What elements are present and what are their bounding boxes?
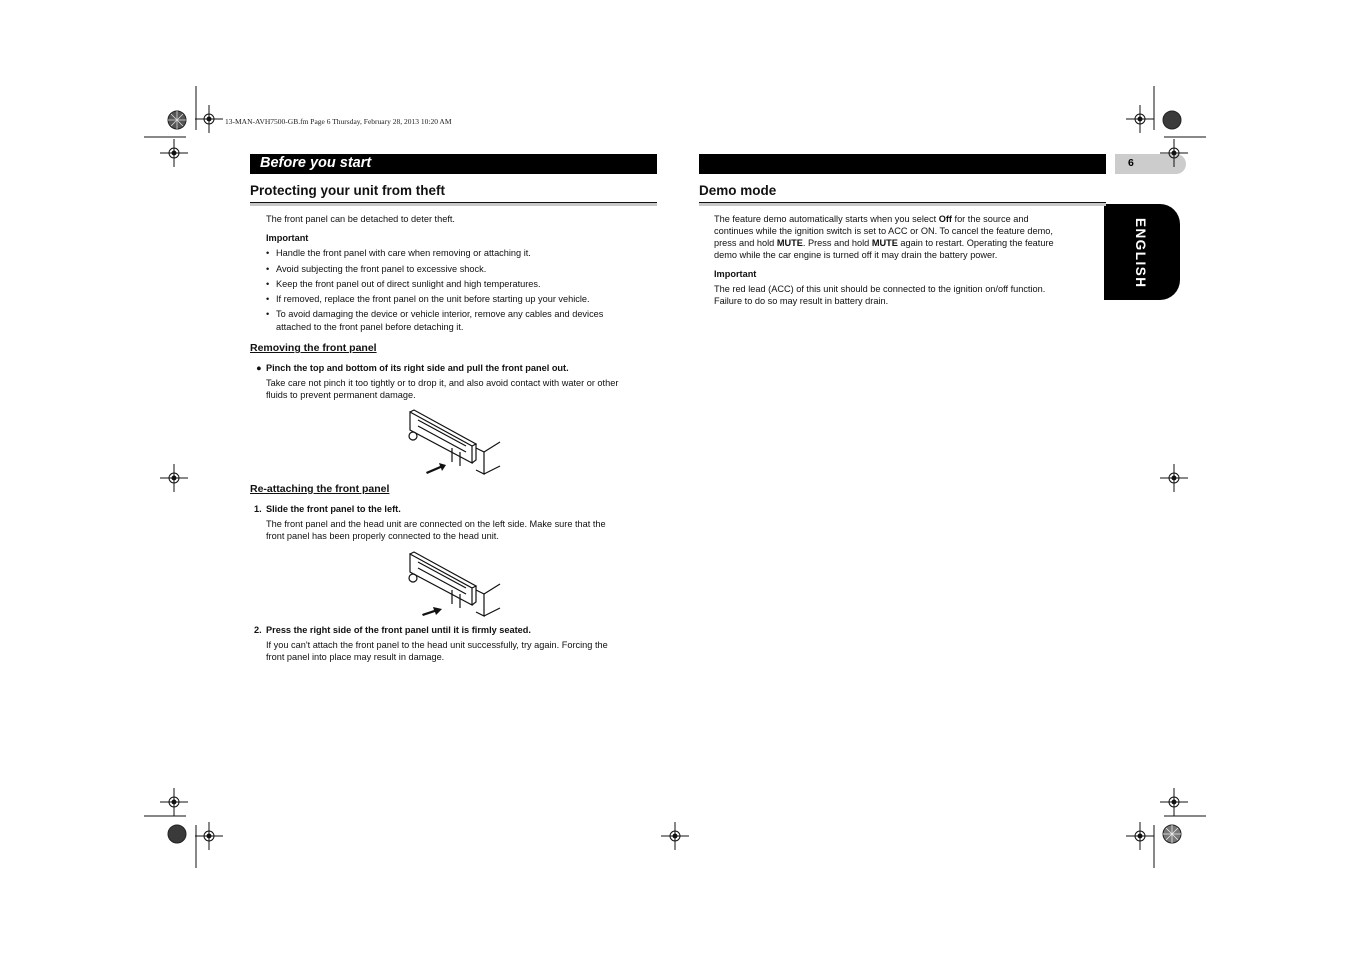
list-item: Keep the front panel out of direct sunlight and high temperatures. (276, 279, 541, 289)
registration-target-icon (1126, 105, 1154, 133)
reattach-step-2-text: If you can't attach the front panel to the head unit successfully, try again. Forcing the (266, 640, 608, 650)
registration-target-icon (1160, 788, 1188, 816)
list-item: If removed, replace the front panel on the unit before starting up your vehicle. (276, 294, 590, 304)
acc-note-line: Failure to do so may result in battery drain. (714, 296, 889, 306)
registration-target-icon (195, 105, 223, 133)
bullet-dot: • (266, 309, 270, 319)
removing-note: Take care not pinch it too tightly or to drop it, and also avoid contact with water or other (266, 378, 619, 388)
removing-title: Removing the front panel (250, 342, 377, 354)
list-item: Avoid subjecting the front panel to excessive shock. (276, 264, 487, 274)
file-stamp: 13-MAN-AVH7500-GB.fm Page 6 Thursday, February 28, 2013 10:20 AM (225, 117, 452, 126)
removing-note-continued: fluids to prevent permanent damage. (266, 390, 416, 400)
step-bullet-icon: ● (256, 363, 262, 373)
list-item-continued: attached to the front panel before detaching it. (276, 322, 464, 332)
step-number: 1. (254, 504, 262, 514)
density-wheel-icon (167, 110, 187, 130)
acc-note-line: The red lead (ACC) of this unit should be connected to the ignition on/off function. (714, 284, 1046, 294)
bullet-dot: • (266, 264, 270, 274)
important-label: Important (714, 269, 757, 279)
page-number: 6 (1128, 157, 1134, 169)
section-title: Before you start (260, 155, 372, 171)
registration-target-icon (160, 139, 188, 167)
right-heading: Demo mode (699, 183, 777, 198)
demo-paragraph-line: The feature demo automatically starts when you select Off for the source and (714, 214, 1029, 224)
demo-paragraph-line: press and hold MUTE. Press and hold MUTE again to restart. Operating the feature (714, 238, 1054, 248)
reattach-step-1-text-continued: front panel has been properly connected to the head unit. (266, 531, 499, 541)
registration-target-icon (1160, 139, 1188, 167)
step-number: 2. (254, 625, 262, 635)
list-item: Handle the front panel with care when removing or attaching it. (276, 248, 531, 258)
registration-target-icon (661, 822, 689, 850)
registration-target-icon (1160, 464, 1188, 492)
bullet-dot: • (266, 279, 270, 289)
density-dot-icon (167, 824, 187, 844)
registration-target-icon (1126, 822, 1154, 850)
removing-step: Pinch the top and bottom of its right side and pull the front panel out. (266, 363, 569, 373)
density-dot-icon (1162, 110, 1182, 130)
reattach-step-1: Slide the front panel to the left. (266, 504, 401, 514)
list-item: To avoid damaging the device or vehicle interior, remove any cables and devices (276, 309, 604, 319)
registration-target-icon (160, 788, 188, 816)
reattach-step-2-text-continued: front panel into place may result in damage. (266, 652, 445, 662)
demo-paragraph-line: demo while the car engine is turned off it may drain the battery power. (714, 250, 998, 260)
bullet-dot: • (266, 248, 270, 258)
reattach-step-1-text: The front panel and the head unit are connected on the left side. Make sure that the (266, 519, 606, 529)
intro-text: The front panel can be detached to deter theft. (266, 214, 455, 224)
important-label: Important (266, 233, 309, 243)
registration-target-icon (195, 822, 223, 850)
reattaching-title: Re-attaching the front panel (250, 483, 390, 495)
reattach-step-2: Press the right side of the front panel until it is firmly seated. (266, 625, 531, 635)
language-tab-label: ENGLISH (1133, 218, 1148, 289)
bullet-dot: • (266, 294, 270, 304)
registration-target-icon (160, 464, 188, 492)
left-heading: Protecting your unit from theft (250, 183, 445, 198)
demo-paragraph-line: continues while the ignition switch is set to ACC or ON. To cancel the feature demo, (714, 226, 1053, 236)
density-wheel-icon (1162, 824, 1182, 844)
